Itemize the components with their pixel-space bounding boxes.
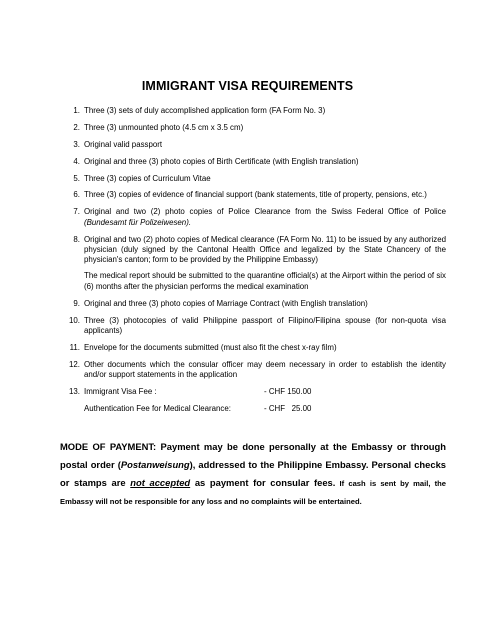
- item-number: 10.: [69, 315, 80, 325]
- item-text: Envelope for the documents submitted (must also fit the chest x-ray film): [84, 342, 337, 352]
- item-number: 3.: [73, 139, 80, 149]
- list-item: [60, 316, 446, 337]
- item-number: 1.: [73, 106, 80, 115]
- item-text: Three (3) sets of duly accomplished application form (FA Form No. 3): [84, 106, 326, 115]
- item-text: Original and two (2) photo copies of Police Clearance from the Swiss Federal Office of Police: [84, 207, 446, 217]
- auth-fee-value: - CHF 25.00: [264, 404, 312, 414]
- item-number: 9.: [73, 298, 80, 308]
- item-text: Three (3) unmounted photo (4.5 cm x 3.5 cm): [84, 122, 244, 132]
- visa-fee-value: - CHF 150.00: [264, 386, 312, 396]
- payment-text-3: as payment for consular fees.: [190, 477, 336, 488]
- visa-fee-row: [84, 387, 446, 397]
- item-number: 8.: [73, 234, 80, 244]
- item-number: 13.: [69, 386, 80, 396]
- item-text: Other documents which the consular officer may deem necessary in order to establish the identity and/or support statements in the application: [84, 359, 446, 379]
- item-text: Original valid passport: [84, 139, 163, 149]
- item-number: 5.: [73, 173, 80, 183]
- list-item: [60, 174, 446, 184]
- list-item: [60, 123, 446, 133]
- list-item: [60, 387, 446, 415]
- item-number: 6.: [73, 190, 80, 200]
- auth-fee-row: [84, 404, 446, 414]
- item-number: 4.: [73, 156, 80, 166]
- list-item: [60, 190, 446, 200]
- not-accepted-text: not accepted: [130, 477, 191, 488]
- payment-paragraph: [60, 437, 446, 509]
- visa-fee-label: Immigrant Visa Fee :: [84, 386, 157, 396]
- list-item: [60, 235, 446, 292]
- item-number: 7.: [73, 207, 80, 217]
- item-text: Original and three (3) photo copies of Marriage Contract (with English translation): [84, 298, 368, 308]
- postal-order-term: Postanweisung: [120, 459, 190, 470]
- list-item: [60, 207, 446, 228]
- item-text-italic: (Bundesamt für Polizeiwesen).: [84, 217, 192, 227]
- list-item: [60, 140, 446, 150]
- payment-text: MODE OF PAYMENT: Payment may be done personally at the Embassy or through postal order (: [60, 441, 446, 470]
- item-text: Three (3) photocopies of valid Philippine passport of Filipino/Filipina spouse (for non-quota visa applicants): [84, 315, 446, 335]
- requirements-list: [60, 106, 446, 421]
- item-number: 12.: [69, 359, 80, 369]
- list-item: [60, 343, 446, 353]
- list-item: [60, 299, 446, 309]
- item-text: Original and two (2) photo copies of Medical clearance (FA Form No. 11) to be issued by any authorized physician (duly signed by the Cantonal Health Office and legalized by the State Chancery of the physician's canton; form to be provided by the Philippine Embassy): [84, 234, 446, 265]
- item-number: 11.: [69, 342, 80, 352]
- list-item: [60, 360, 446, 381]
- item-number: 2.: [73, 122, 80, 132]
- list-item: [60, 106, 446, 116]
- list-item: [60, 157, 446, 167]
- item-subparagraph: The medical report should be submitted to the quarantine official(s) at the Airport within the period of six (6) months after the physician performs the medical examination: [84, 271, 446, 291]
- auth-fee-label: Authentication Fee for Medical Clearance:: [84, 404, 231, 414]
- page-title: IMMIGRANT VISA REQUIREMENTS: [141, 79, 354, 93]
- payment-text-2: ), addressed to the Philippine Embassy. Personal checks or stamps are: [60, 459, 446, 488]
- item-text: Three (3) copies of Curriculum Vitae: [84, 173, 211, 183]
- item-text: Original and three (3) photo copies of Birth Certificate (with English translation): [84, 156, 359, 166]
- cash-notice-text: If cash is sent by mail, the Embassy will not be responsible for any loss and no complaints will be entertained.: [60, 479, 446, 506]
- item-text: Three (3) copies of evidence of financial support (bank statements, title of property, pensions, etc.): [84, 190, 427, 200]
